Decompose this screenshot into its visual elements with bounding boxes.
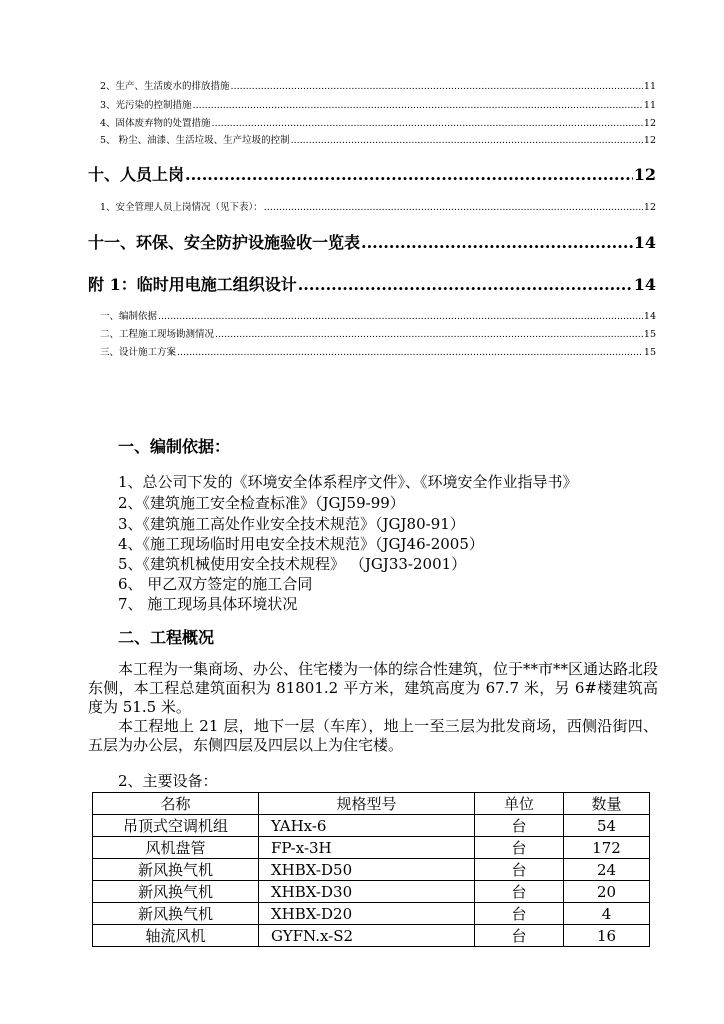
toc-entry[interactable] [88, 344, 656, 358]
toc-page: 15 [643, 329, 656, 340]
toc-label: 一、编制依据 [100, 311, 158, 322]
cell-name: 新风换气机 [93, 859, 259, 881]
toc-label: 二、工程施工现场勘测情况 [100, 329, 215, 340]
cell-qty: 20 [564, 881, 650, 903]
cell-name: 轴流风机 [93, 925, 259, 947]
overview-paragraph-1: 本工程为一集商场、办公、住宅楼为一体的综合性建筑，位于**市**区通达路北段东侧，本工程总建筑面积为 81801.2 平方米，建筑高度为 67.7 米，另 6#楼建筑高度为 51.5 米。 [88, 660, 659, 716]
cell-name: 风机盘管 [93, 837, 259, 859]
cell-unit: 台 [475, 859, 564, 881]
toc-page: 12 [643, 135, 656, 146]
toc-label: 4、固体废弃物的处置措施 [100, 118, 211, 129]
cell-spec: XHBX-D50 [259, 859, 475, 881]
cell-spec: XHBX-D30 [259, 881, 475, 903]
toc-label: 1、安全管理人员上岗情况（见下表）： [100, 202, 263, 213]
cell-spec: GYFN.x-S2 [259, 925, 475, 947]
equipment-table [92, 792, 650, 947]
toc-page: 12 [633, 165, 656, 184]
header-unit: 单位 [475, 793, 564, 815]
toc-entry[interactable] [88, 199, 656, 213]
toc-page: 12 [643, 202, 656, 213]
cell-name: 新风换气机 [93, 903, 259, 925]
table-row [93, 925, 650, 947]
toc-entry[interactable] [88, 272, 656, 295]
table-row [93, 881, 650, 903]
cell-unit: 台 [475, 903, 564, 925]
cell-qty: 24 [564, 859, 650, 881]
basis-item: 1、总公司下发的《环境安全体系程序文件》、《环境安全作业指导书》 [118, 473, 578, 491]
toc-page: 11 [643, 81, 656, 92]
cell-spec: FP-x-3H [259, 837, 475, 859]
toc-entry[interactable] [88, 78, 656, 92]
toc-label: 三、设计施工方案 [100, 347, 177, 358]
toc-page: 14 [633, 233, 656, 252]
cell-unit: 台 [475, 881, 564, 903]
cell-unit: 台 [475, 925, 564, 947]
toc-entry[interactable] [88, 115, 656, 129]
overview-text [88, 660, 658, 755]
header-name: 名称 [93, 793, 259, 815]
table-header-row [93, 793, 650, 815]
cell-name: 新风换气机 [93, 881, 259, 903]
cell-spec: YAHx-6 [259, 815, 475, 837]
toc-page: 11 [643, 100, 656, 111]
toc-label: 2、生产、生活废水的排放措施 [100, 81, 230, 92]
table-row [93, 837, 650, 859]
toc-label: 十一、环保、安全防护设施验收一览表 [88, 233, 361, 252]
equipment-title: 2、主要设备： [118, 772, 218, 790]
toc-entry[interactable] [88, 308, 656, 322]
toc-entry[interactable] [88, 230, 656, 253]
toc-entry[interactable] [88, 97, 656, 111]
cell-qty: 172 [564, 837, 650, 859]
header-spec: 规格型号 [259, 793, 475, 815]
basis-item: 2、《建筑施工安全检查标准》（JGJ59-99） [118, 494, 405, 512]
toc-page: 15 [643, 347, 656, 358]
basis-item: 7、 施工现场具体环境状况 [118, 595, 298, 613]
toc-page: 14 [633, 275, 656, 294]
cell-unit: 台 [475, 815, 564, 837]
cell-qty: 16 [564, 925, 650, 947]
toc-entry[interactable] [88, 162, 656, 185]
toc-label: 3、光污染的控制措施 [100, 100, 192, 111]
toc-label: 十、人员上岗 [88, 165, 185, 184]
toc-page: 14 [643, 311, 656, 322]
table-row [93, 815, 650, 837]
toc-entry[interactable] [88, 326, 656, 340]
header-qty: 数量 [564, 793, 650, 815]
basis-item: 4、《施工现场临时用电安全技术规范》（JGJ46-2005） [118, 535, 484, 553]
section2-heading: 二、工程概况 [118, 628, 215, 647]
cell-qty: 4 [564, 903, 650, 925]
basis-item: 3、《建筑施工高处作业安全技术规范》（JGJ80-91） [118, 515, 465, 533]
toc-label: 5、 粉尘、油漆、生活垃圾、生产垃圾的控制 [100, 135, 290, 146]
basis-item: 5、《建筑机械使用安全技术规程》 （JGJ33-2001） [118, 555, 467, 573]
overview-paragraph-2: 本工程地上 21 层，地下一层（车库），地上一至三层为批发商场，西侧沿街四、五层为办公层，东侧四层及四层以上为住宅楼。 [88, 717, 658, 754]
table-row [93, 859, 650, 881]
cell-spec: XHBX-D20 [259, 903, 475, 925]
toc-label: 附 1：临时用电施工组织设计 [88, 275, 297, 294]
cell-qty: 54 [564, 815, 650, 837]
table-row [93, 903, 650, 925]
toc-entry[interactable] [88, 132, 656, 146]
cell-name: 吊顶式空调机组 [93, 815, 259, 837]
basis-item: 6、 甲乙双方签定的施工合同 [118, 575, 313, 593]
toc-page: 12 [643, 118, 656, 129]
section1-heading: 一、编制依据： [118, 437, 231, 456]
cell-unit: 台 [475, 837, 564, 859]
